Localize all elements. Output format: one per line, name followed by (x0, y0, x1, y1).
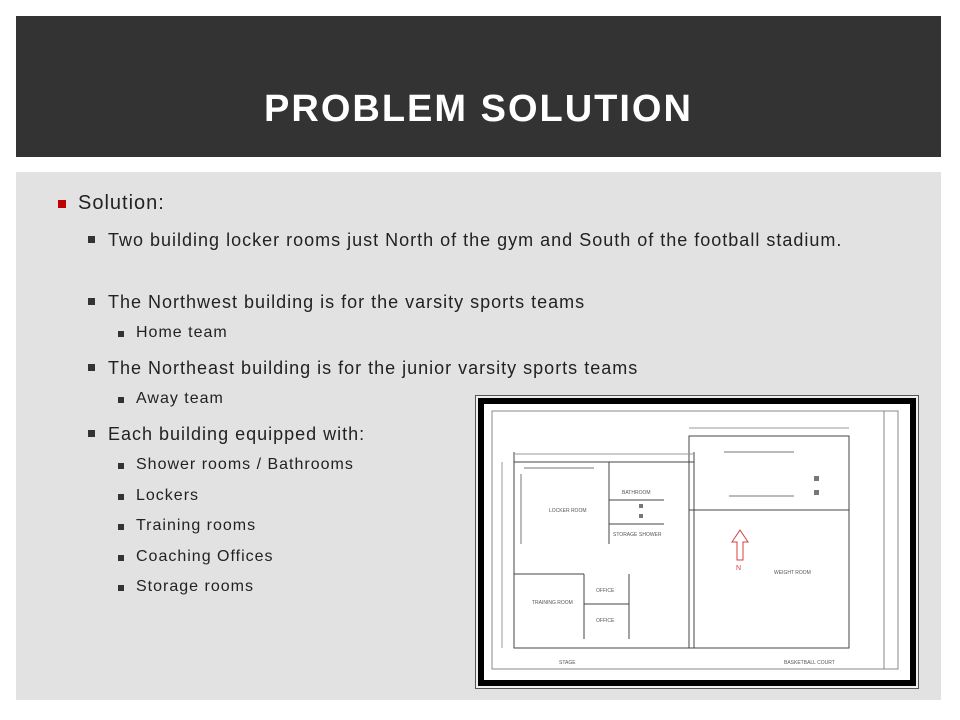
bullet-shower (118, 456, 354, 474)
bullet-home-team (118, 324, 228, 342)
bullet-text: Each building equipped with: (108, 424, 366, 444)
square-bullet-icon (58, 200, 66, 208)
bullet-two-buildings (88, 227, 888, 253)
north-label: N (736, 565, 742, 572)
bullet-training (118, 517, 256, 535)
storage-label: STORAGE (613, 532, 638, 538)
bullet-text: Away team (136, 390, 224, 407)
basketball-court-label: BASKETBALL COURT (784, 660, 835, 666)
stage-label: STAGE (559, 660, 576, 666)
bullet-text: Coaching Offices (136, 548, 274, 565)
bullet-away-team (118, 390, 224, 408)
square-bullet-icon (118, 524, 124, 530)
bullet-solution (58, 192, 165, 215)
floor-plan-frame (476, 396, 918, 688)
square-bullet-icon (88, 236, 95, 243)
north-arrow (732, 530, 748, 572)
title-bar (16, 16, 941, 157)
bullet-northwest (88, 289, 888, 315)
bullet-text: The Northeast building is for the junior varsity sports teams (108, 358, 639, 378)
square-bullet-icon (118, 494, 124, 500)
bullet-lockers (118, 487, 199, 505)
square-bullet-icon (88, 430, 95, 437)
square-bullet-icon (118, 397, 124, 403)
locker-room-label: LOCKER ROOM (549, 508, 587, 514)
bullet-text: Shower rooms / Bathrooms (136, 456, 354, 473)
square-bullet-icon (118, 331, 124, 337)
square-bullet-icon (88, 364, 95, 371)
office-label-1: OFFICE (596, 588, 615, 594)
bullet-text: Home team (136, 324, 228, 341)
shower-label: SHOWER (639, 532, 662, 538)
floor-plan-image (484, 404, 910, 680)
bullet-text: Storage rooms (136, 578, 254, 595)
training-room-label: TRAINING ROOM (532, 600, 573, 606)
bullet-text: Two building locker rooms just North of the gym and South of the football stadium. (108, 230, 843, 250)
bullet-storage (118, 578, 254, 596)
bullet-text: Lockers (136, 487, 200, 504)
weight-room-label: WEIGHT ROOM (774, 570, 811, 576)
bullet-northeast (88, 355, 888, 381)
office-label-2: OFFICE (596, 618, 615, 624)
bullet-coaching (118, 548, 274, 566)
bullet-text: The Northwest building is for the varsity sports teams (108, 292, 586, 312)
square-bullet-icon (118, 555, 124, 561)
bullet-text: Training rooms (136, 517, 257, 534)
slide-title: PROBLEM SOLUTION (264, 88, 693, 130)
bullet-equipped (88, 421, 468, 447)
square-bullet-icon (88, 298, 95, 305)
square-bullet-icon (118, 463, 124, 469)
bathroom-label: BATHROOM (622, 490, 651, 496)
square-bullet-icon (118, 585, 124, 591)
floor-plan-drawing (484, 404, 906, 676)
bullet-text: Solution: (78, 192, 165, 214)
